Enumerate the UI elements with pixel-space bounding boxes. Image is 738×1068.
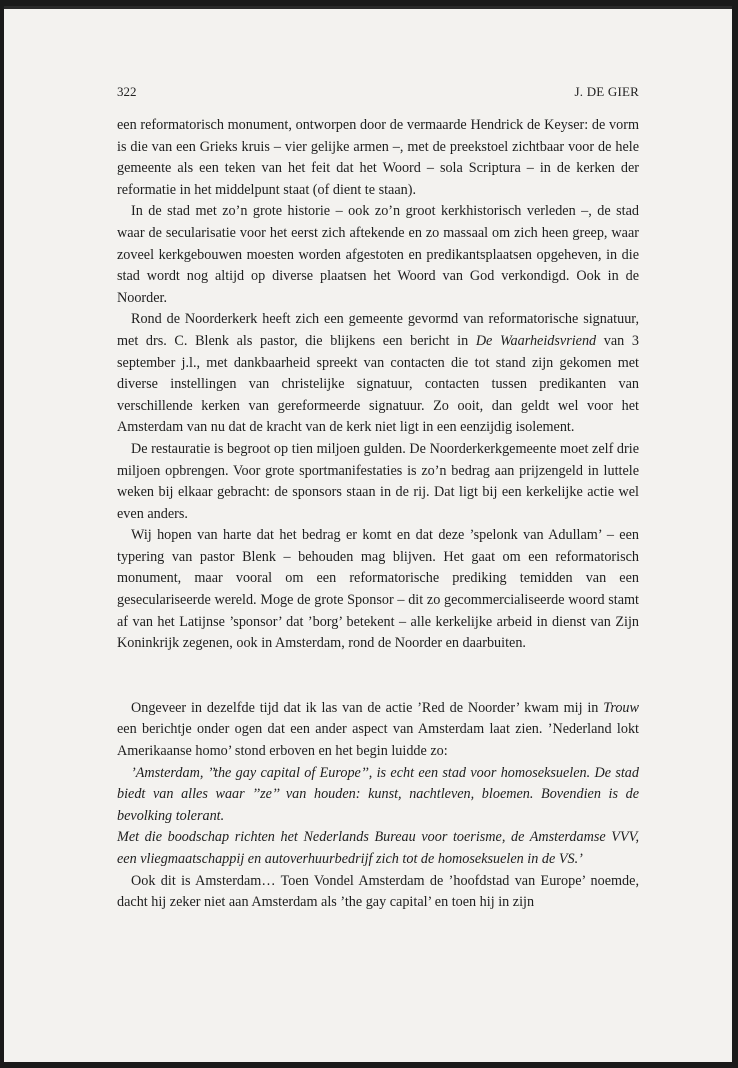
document-page — [4, 6, 732, 1062]
block-quote — [117, 763, 639, 871]
publication-title: De Waarheidsvriend — [475, 332, 597, 349]
paragraph: Ook dit is Amsterdam… Toen Vondel Amsterdam de ’hoofdstad van Europe’ noemde, dacht hij zeker niet aan Amsterdam als ’the gay capital’ en toen hij in zijn — [117, 872, 639, 911]
body-text — [117, 115, 639, 914]
section-break — [117, 655, 639, 698]
paragraph: In de stad met zo’n grote historie – ook zo’n groot kerkhistorisch verleden –, de stad waar de secularisatie voor het eerst zich aftekende en zo massaal om zich heen greep, waar zoveel kerkgebouwen moesten worden afgestoten en predikantsplaatsen opgeheven, in die stad wordt nog altijd op diverse plaatsen het Woord van God verkondigd. Ook in de Noorder. — [117, 203, 639, 306]
scan-edge — [4, 6, 732, 9]
text-run: van 3 september j.l., met dankbaarheid spreekt van contacten die tot stand zijn gekomen met diverse instellingen van christelijke signatuur, contacten tussen predikanten van verschillende kerken van gereformeerde signatuur. Zo ooit, dan geldt wel voor het Amsterdam van nu dat de kracht van de kerk niet ligt in een eenzijdig isolement. — [117, 332, 640, 436]
paragraph — [117, 698, 639, 763]
paragraph: een reformatorisch monument, ontworpen door de vermaarde Hendrick de Keyser: de vorm is die van een Grieks kruis – vier gelijke armen –, met de preekstoel zichtbaar voor de hele gemeente als een teken van het feit dat het Woord – sola Scriptura – in de kerken der reformatie in het middelpunt staat (of dient te staan). — [117, 117, 639, 198]
running-header — [117, 84, 639, 102]
running-author: J. DE GIER — [574, 84, 639, 99]
quote-paragraph: ’Amsterdam, ’’the gay capital of Europe’’, is echt een stad voor homoseksuelen. De stad biedt van alles waar ’’ze’’ van houden: kunst, nachtleven, bloemen. Bovendien is de bevolking tolerant. — [117, 764, 639, 824]
publication-title: Trouw — [603, 699, 639, 716]
page-number: 322 — [117, 84, 137, 99]
text-run: een berichtje onder ogen dat een ander aspect van Amsterdam laat zien. ’Nederland lokt Amerikaanse homo’ stond erboven en het begin luidde zo: — [117, 721, 639, 760]
paragraph: De restauratie is begroot op tien miljoen gulden. De Noorderkerkgemeente moet zelf drie miljoen opbrengen. Voor grote sportmanifestaties is zo’n bedrag aan prijzengeld in luttele weken bij elkaar gebracht: de sponsors staan in de rij. Dat ligt bij een kerkelijke actie wel even anders. — [117, 440, 639, 522]
paragraph: Wij hopen van harte dat het bedrag er komt en dat deze ’spelonk van Adullam’ – een typering van pastor Blenk – behouden mag blijven. Het gaat om een reformatorisch monument, maar vooral om een reformatorische prediking temidden van een geseculariseerde wereld. Moge de grote Sponsor – dit zo gecommercialiseerde woord stamt af van het Latijnse ’sponsor’ dat ’borg’ betekent – alle kerkelijke arbeid in dienst van Zijn Koninkrijk zegenen, ook in Amsterdam, rond de Noorder en daarbuiten. — [117, 527, 639, 652]
text-run: Ongeveer in dezelfde tijd dat ik las van de actie ’Red de Noorder’ kwam mij in — [131, 699, 604, 716]
text-run: Rond de Noorderkerk heeft zich een gemeente gevormd van reformatorische signatuur, met drs. C. Blenk als pastor, die blijkens een bericht in — [117, 311, 639, 349]
quote-paragraph: Met die boodschap richten het Nederlands Bureau voor toerisme, de Amsterdamse VVV, een vliegmaatschappij en autoverhuurbedrijf zich tot de homoseksuelen in de VS.’ — [117, 829, 639, 867]
paragraph — [117, 309, 639, 439]
